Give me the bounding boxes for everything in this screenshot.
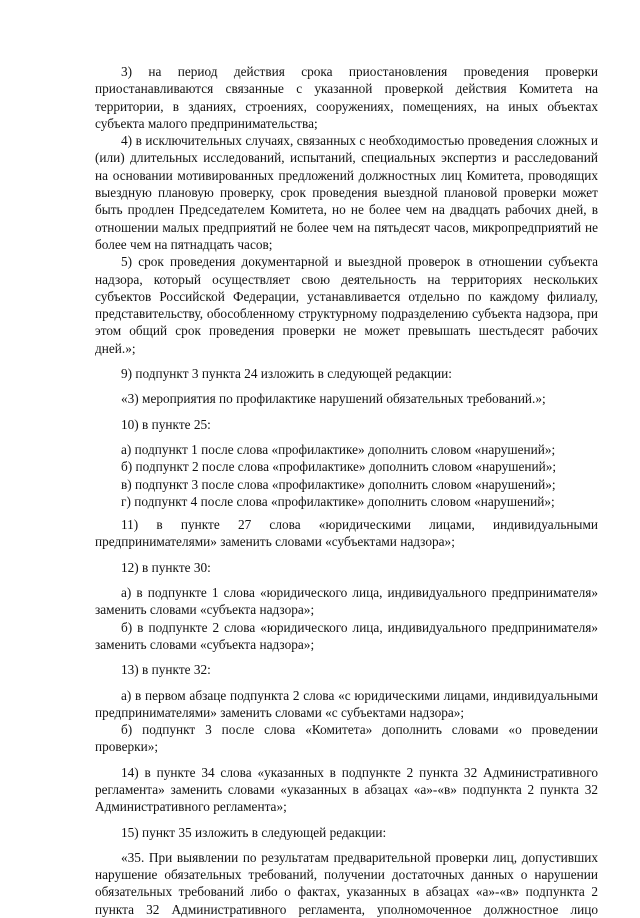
paragraph-13-a: а) в первом абзаце подпункта 2 слова «с юридическими лицами, индивидуальными предпринимателями» заменить словами «с субъектами надзора»; bbox=[95, 687, 598, 720]
paragraph-13: 13) в пункте 32: bbox=[121, 662, 211, 678]
paragraph-3: 3) на период действия срока приостановления проведения проверки приостанавливаются связанные с указанной проверкой действия Комитета на территории, в зданиях, строениях, сооружениях, помещениях, на иных объектах субъекта малого предпринимательства; bbox=[95, 64, 598, 131]
paragraph-9: 9) подпункт 3 пункта 24 изложить в следующей редакции: bbox=[121, 366, 452, 382]
paragraph-10-d: г) подпункт 4 после слова «профилактике» дополнить словом «нарушений»; bbox=[121, 493, 555, 509]
document-body bbox=[95, 63, 598, 918]
paragraph-9-quote: «3) мероприятия по профилактике нарушений обязательных требований.»; bbox=[121, 391, 546, 407]
paragraph-11: 11) в пункте 27 слова «юридическими лицами, индивидуальными предпринимателями» заменить словами «субъектами надзора»; bbox=[95, 517, 598, 550]
paragraph-10: 10) в пункте 25: bbox=[121, 416, 211, 432]
paragraph-15-quote: «35. При выявлении по результатам предварительной проверки лиц, допустивших нарушение обязательных требований, получении достаточных данных о нарушении обязательных требований либо о фактах, указанных в абзацах «а»-«в» подпункта 2 пункта 32 Административного регламента, уполномоченное должностное лицо bbox=[95, 849, 598, 917]
paragraph-14: 14) в пункте 34 слова «указанных в подпункте 2 пункта 32 Административного регламента» заменить словами «указанных в абзацах «а»-«в» подпункта 2 пункта 32 Административного регламента»; bbox=[95, 764, 598, 815]
paragraph-12-a: а) в подпункте 1 слова «юридического лица, индивидуального предпринимателя» заменить словами «субъекта надзора»; bbox=[95, 585, 598, 618]
paragraph-12: 12) в пункте 30: bbox=[121, 559, 211, 575]
paragraph-10-b: б) подпункт 2 после слова «профилактике» дополнить словом «нарушений»; bbox=[121, 459, 557, 475]
paragraph-10-a: а) подпункт 1 после слова «профилактике» дополнить словом «нарушений»; bbox=[121, 441, 556, 457]
paragraph-10-c: в) подпункт 3 после слова «профилактике» дополнить словом «нарушений»; bbox=[121, 476, 556, 492]
paragraph-13-b: б) подпункт 3 после слова «Комитета» дополнить словами «о проведении проверки»; bbox=[95, 722, 598, 755]
paragraph-4: 4) в исключительных случаях, связанных с необходимостью проведения сложных и (или) длительных исследований, испытаний, специальных экспертиз и расследований на основании мотивированных предложений должностных лиц Комитета, проводящих выездную плановую проверку, срок проведения выездной плановой проверки может быть продлен Председателем Комитета, но не более чем на двадцать рабочих дней, в отношении малых предприятий не более чем на пятьдесят часов, микропредприятий не более чем на пятнадцать часов; bbox=[95, 133, 598, 252]
paragraph-5: 5) срок проведения документарной и выездной проверок в отношении субъекта надзора, который осуществляет свою деятельность на территориях нескольких субъектов Российской Федерации, устанавливается отдельно по каждому филиалу, представительству, обособленному структурному подразделению субъекта надзора, при этом общий срок проведения проверки не может превышать шестьдесят рабочих дней.»; bbox=[95, 254, 598, 356]
paragraph-12-b: б) в подпункте 2 слова «юридического лица, индивидуального предпринимателя» заменить словами «субъекта надзора»; bbox=[95, 619, 598, 652]
paragraph-15: 15) пункт 35 изложить в следующей редакции: bbox=[121, 824, 387, 840]
